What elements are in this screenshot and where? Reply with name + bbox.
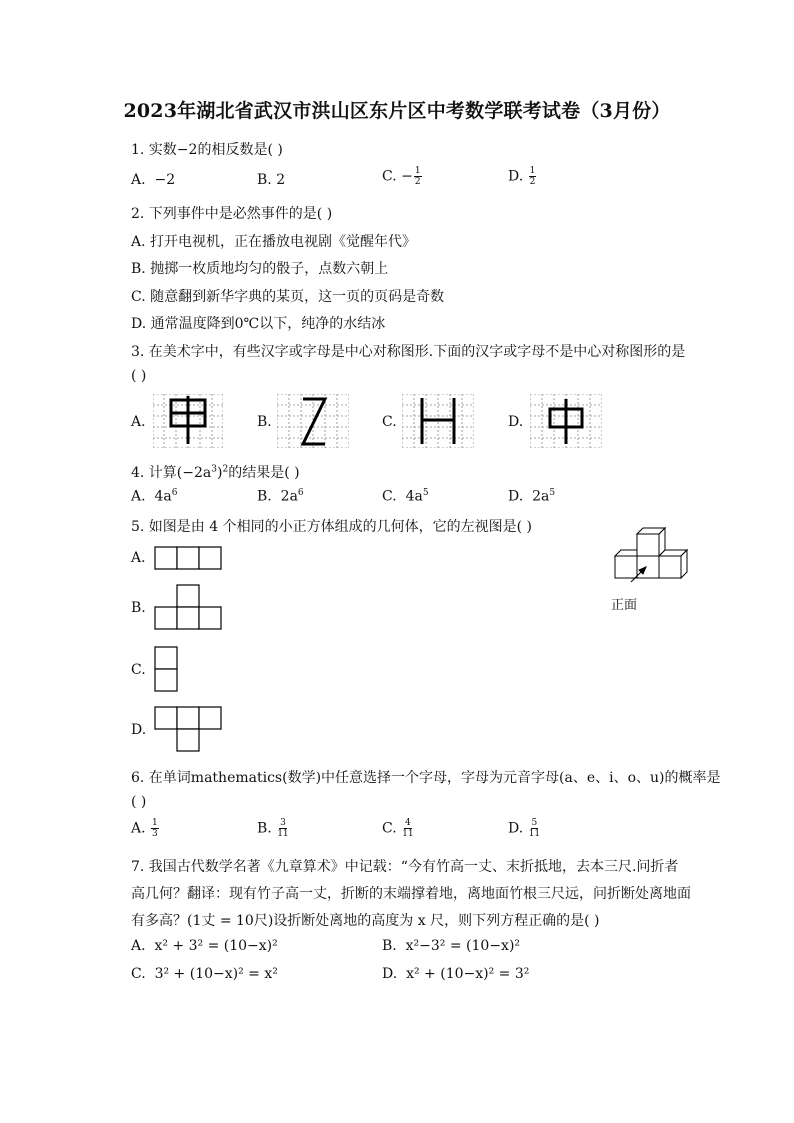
q5-option-a-figure bbox=[154, 546, 224, 575]
question-3-paren: ( ) bbox=[131, 368, 147, 384]
question-2-stem: 2. 下列事件中是必然事件的是( ) bbox=[131, 206, 333, 222]
q5-option-d-letter: D. bbox=[131, 722, 147, 738]
q3-option-b-letter: B. bbox=[257, 414, 272, 430]
q5-option-b-figure bbox=[154, 584, 224, 636]
q5-solid-figure bbox=[608, 524, 692, 588]
q3-option-a-figure bbox=[153, 394, 223, 448]
q3-option-c-letter: C. bbox=[382, 414, 397, 430]
q4-option-a: A. $4a^6$ bbox=[131, 488, 178, 505]
q3-option-a-letter: A. bbox=[131, 414, 146, 430]
q2-option-d: D. 通常温度降到0℃以下，纯净的水结冰 bbox=[131, 316, 386, 332]
question-5-stem: 5. 如图是由 4 个相同的小正方体组成的几何体，它的左视图是( ) bbox=[131, 519, 532, 535]
q2-option-c: C. 随意翻到新华字典的某页，这一页的页码是奇数 bbox=[131, 289, 445, 305]
question-7-line-2: 高几何？翻译：现有竹子高一丈，折断的末端撑着地，离地面竹根三尺远，问折断处离地面 bbox=[131, 886, 691, 902]
q5-figure-label: 正面 bbox=[611, 598, 638, 613]
q6-option-a: A. $\frac{1}{3}$ bbox=[131, 818, 158, 839]
q2-option-a: A. 打开电视机，正在播放电视剧《觉醒年代》 bbox=[131, 234, 417, 250]
q1-option-b: B. 2 bbox=[257, 172, 286, 188]
q6-option-d: D. $\frac{5}{11}$ bbox=[508, 818, 541, 839]
q3-option-c-figure bbox=[402, 394, 474, 448]
q7-option-d: D. x² + (10−x)² = 3² bbox=[382, 966, 530, 982]
q7-option-b: B. x²−3² = (10−x)² bbox=[382, 938, 521, 954]
question-6-stem: 6. 在单词mathematics(数学)中任意选择一个字母，字母为元音字母(a、e、i、o、u)的概率是 bbox=[131, 770, 721, 786]
page-title: 2023年湖北省武汉市洪山区东片区中考数学联考试卷（3月份） bbox=[123, 100, 671, 122]
q1-option-c: C. − $\frac{1}{2}$ bbox=[382, 166, 421, 187]
q5-option-c-figure bbox=[154, 646, 180, 698]
q4-option-d: D. $2a^5$ bbox=[508, 488, 556, 505]
q3-option-d-letter: D. bbox=[508, 414, 524, 430]
q5-option-c-letter: C. bbox=[131, 662, 146, 678]
q5-option-a-letter: A. bbox=[131, 550, 146, 566]
question-6-paren: ( ) bbox=[131, 794, 147, 810]
q3-option-d-figure bbox=[530, 394, 602, 448]
q4-option-c: C. $4a^5$ bbox=[382, 488, 429, 505]
question-1-stem: 1. 实数−2的相反数是( ) bbox=[131, 142, 283, 158]
q4-option-b: B. $2a^6$ bbox=[257, 488, 304, 505]
q6-option-c: C. $\frac{4}{11}$ bbox=[382, 818, 414, 839]
question-7-line-1: 7. 我国古代数学名著《九章算术》中记载：“今有竹高一丈、末折抵地，去本三尺.问折者 bbox=[131, 859, 679, 875]
q3-option-b-figure bbox=[277, 394, 349, 448]
q2-option-b: B. 抛掷一枚质地均匀的骰子，点数六朝上 bbox=[131, 261, 389, 277]
question-4-stem: 4. 计算$(-2a^3)^2$的结果是( ) bbox=[131, 464, 300, 481]
question-7-line-3: 有多高？(1丈 = 10尺)设折断处离地的高度为 x 尺，则下列方程正确的是( ) bbox=[131, 913, 600, 929]
q1-option-a: A. −2 bbox=[131, 172, 176, 188]
q5-option-b-letter: B. bbox=[131, 600, 146, 616]
q7-option-c: C. 3² + (10−x)² = x² bbox=[131, 966, 278, 982]
q6-option-b: B. $\frac{3}{11}$ bbox=[257, 818, 289, 839]
question-3-stem: 3. 在美术字中，有些汉字或字母是中心对称图形.下面的汉字或字母不是中心对称图形的是 bbox=[131, 344, 686, 360]
q1-option-d: D. $\frac{1}{2}$ bbox=[508, 166, 536, 187]
q5-option-d-figure bbox=[154, 706, 224, 758]
q7-option-a: A. x² + 3² = (10−x)² bbox=[131, 938, 278, 954]
